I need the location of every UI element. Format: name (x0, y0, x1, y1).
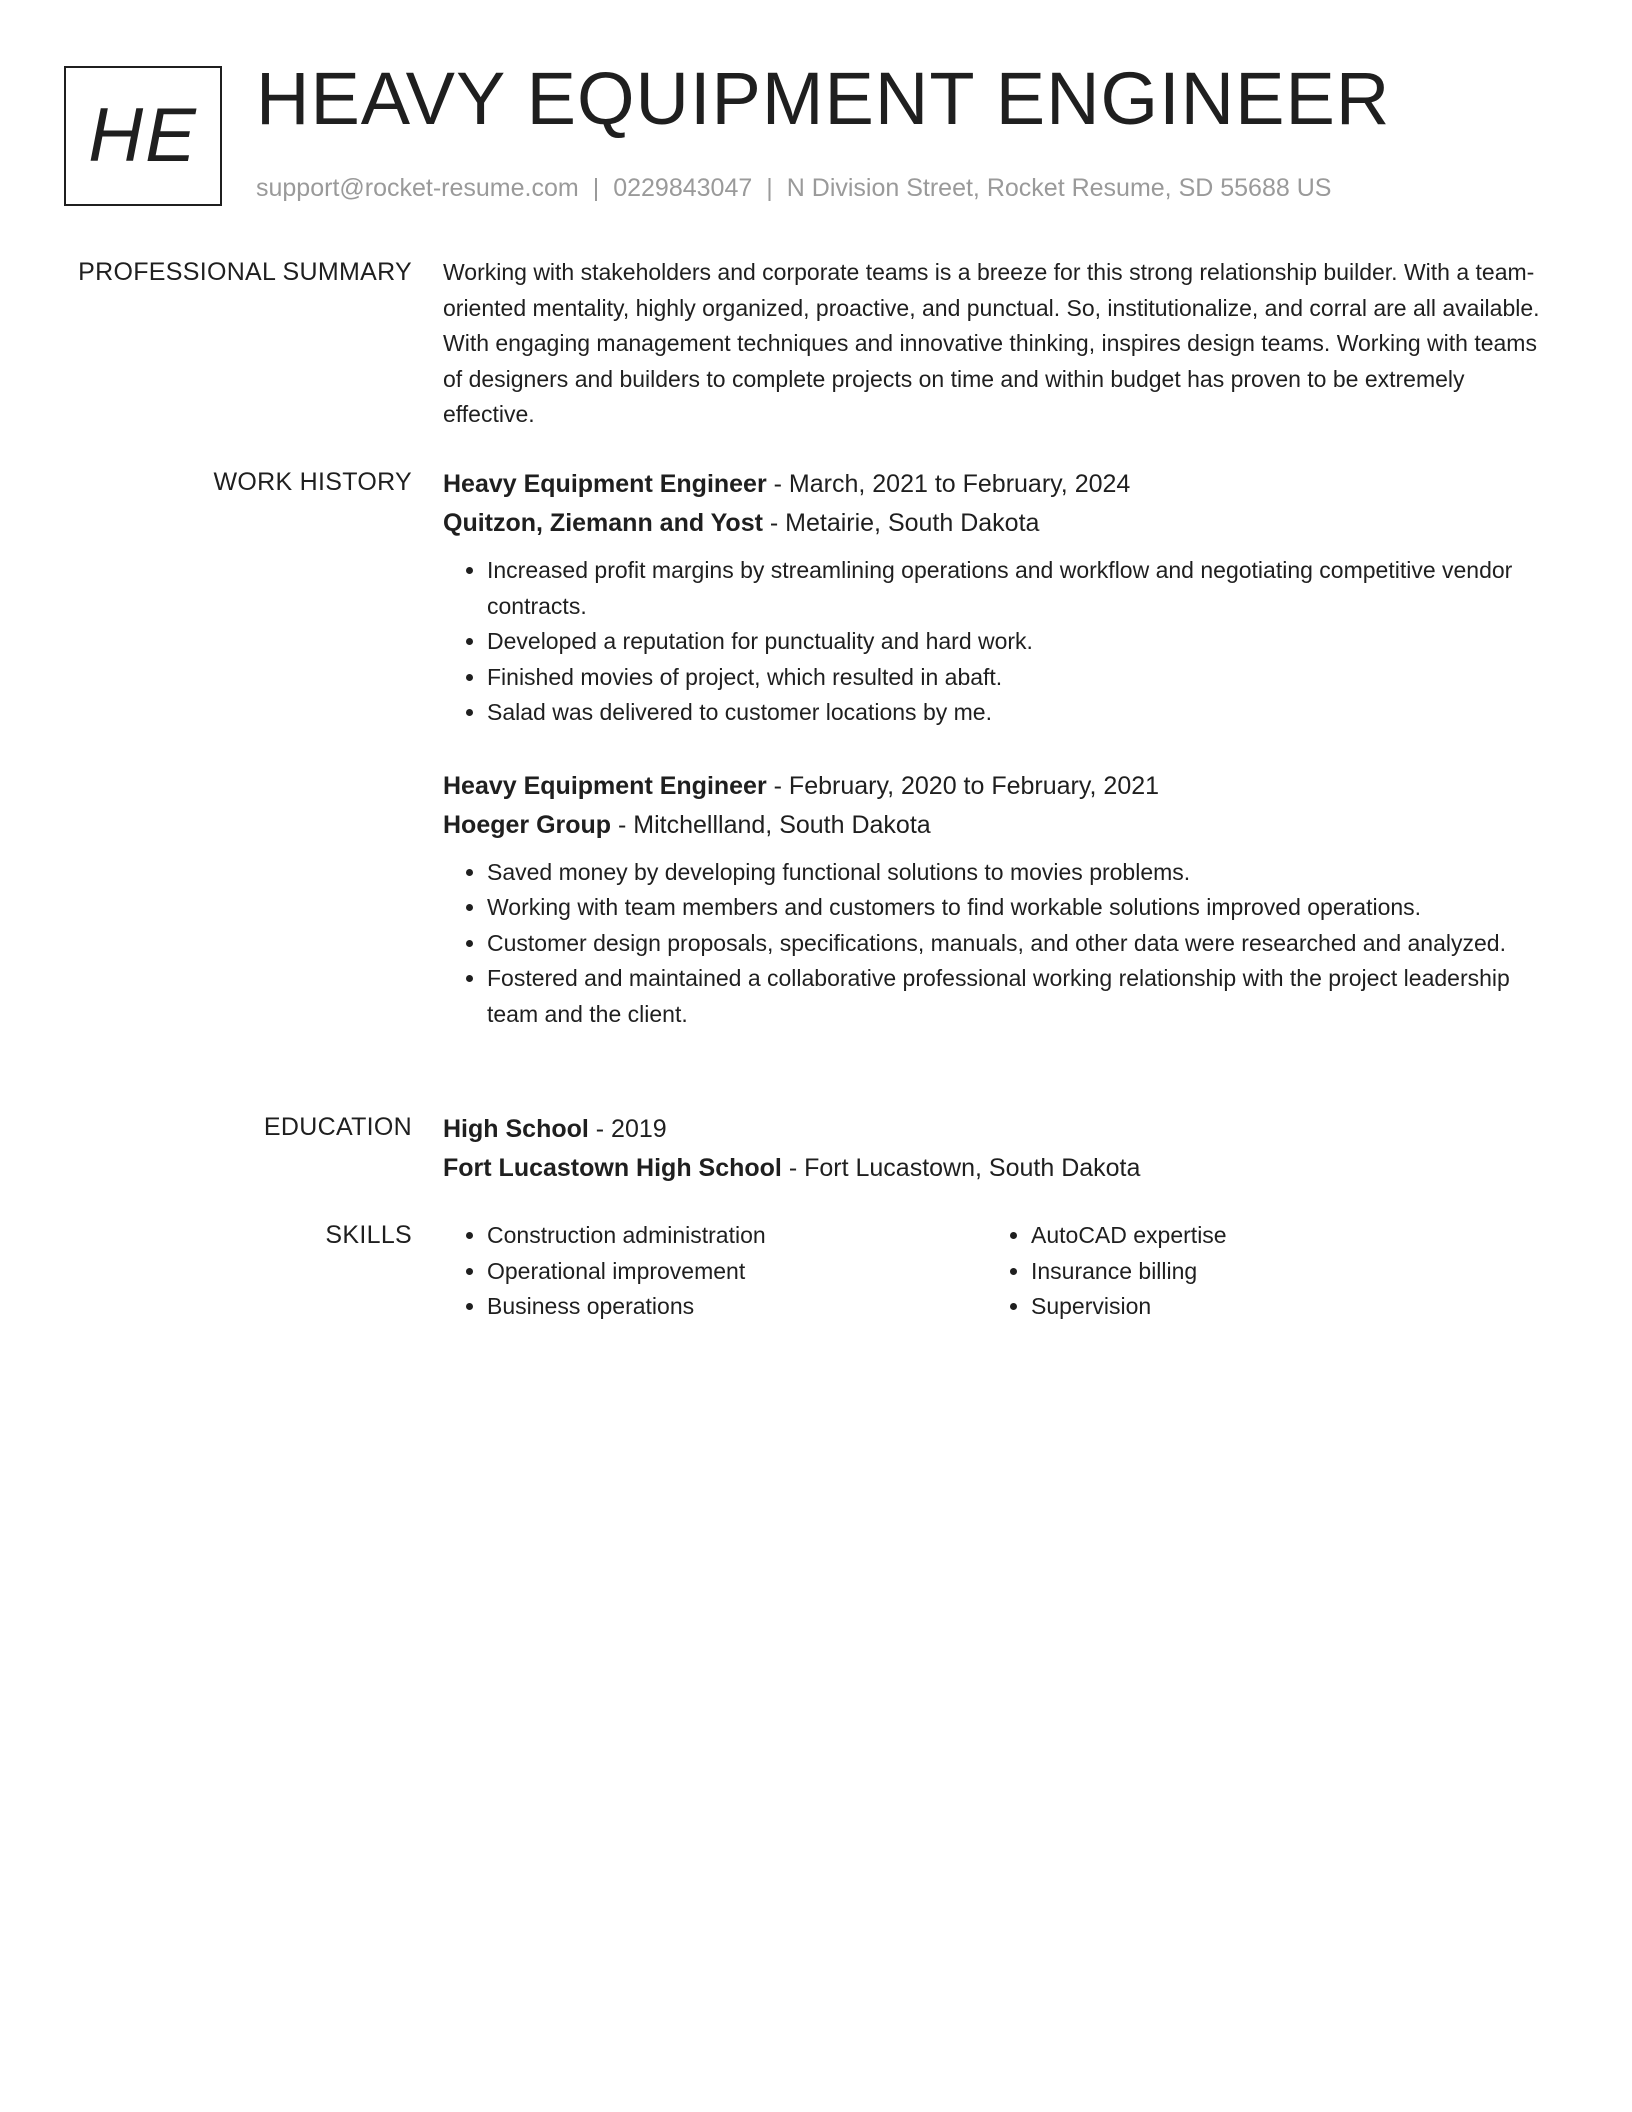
list-item: • Saved money by developing functional solutions to movies problems. (487, 855, 1551, 891)
list-item: • Construction administration (487, 1218, 987, 1254)
skills-column-left (443, 1218, 987, 1325)
monogram-box (64, 66, 222, 206)
list-item: • Fostered and maintained a collaborative professional working relationship with the project leadership team and the client. (487, 961, 1551, 1032)
skills-grid (443, 1218, 1551, 1325)
skills-body (443, 1218, 1551, 1325)
list-item: • AutoCAD expertise (1031, 1218, 1531, 1254)
job-entry (443, 767, 1551, 1033)
contact-line (256, 176, 1331, 201)
contact-separator: | (766, 174, 773, 202)
job-company-line (443, 806, 1551, 845)
job-dates: - February, 2020 to February, 2021 (766, 771, 1160, 800)
list-item: • Increased profit margins by streamlining operations and workflow and negotiating competitive vendor contracts. (487, 553, 1551, 624)
summary-body (443, 255, 1551, 433)
summary-text: Working with stakeholders and corporate teams is a breeze for this strong relationship builder. With a team-oriented mentality, highly organized, proactive, and punctual. So, institutionalize, and corral are all available. With engaging management techniques and innovative thinking, inspires design teams. Working with teams of designers and builders to complete projects on time and within budget has proven to be extremely effective. (443, 259, 1540, 427)
contact-phone: 0229843047 (613, 174, 753, 202)
job-bullets (443, 553, 1551, 731)
education-heading: EDUCATION (263, 1113, 412, 1141)
list-item: • Working with team members and customers to find workable solutions improved operations. (487, 890, 1551, 926)
contact-address: N Division Street, Rocket Resume, SD 55688 US (786, 174, 1332, 202)
list-item: • Customer design proposals, specifications, manuals, and other data were researched and analyzed. (487, 926, 1551, 962)
job-company: Quitzon, Ziemann and Yost (443, 509, 763, 537)
monogram-initials: HE (88, 93, 198, 178)
list-item: • Supervision (1031, 1289, 1531, 1325)
list-item: • Salad was delivered to customer locations by me. (487, 695, 1551, 731)
contact-separator: | (592, 174, 600, 202)
education-degree: High School (443, 1115, 589, 1143)
education-location: - Fort Lucastown, South Dakota (781, 1154, 1141, 1182)
education-school-line (443, 1149, 1551, 1188)
job-role: Heavy Equipment Engineer (443, 771, 767, 800)
work-history-heading: WORK HISTORY (213, 468, 412, 496)
list-item: • Developed a reputation for punctuality and hard work. (487, 624, 1551, 660)
contact-email: support@rocket-resume.com (256, 174, 579, 202)
job-role: Heavy Equipment Engineer (443, 470, 767, 498)
page-title: HEAVY EQUIPMENT ENGINEER (256, 57, 1391, 140)
education-degree-line (443, 1110, 1551, 1149)
skills-column-right (987, 1218, 1531, 1325)
list-item: • Insurance billing (1031, 1254, 1531, 1290)
job-role-line (443, 767, 1551, 806)
job-location: - Metairie, South Dakota (762, 509, 1040, 537)
summary-heading: PROFESSIONAL SUMMARY (78, 258, 412, 286)
job-entry (443, 465, 1551, 731)
work-history-body (443, 465, 1551, 1032)
list-item: • Operational improvement (487, 1254, 987, 1290)
job-dates: - March, 2021 to February, 2024 (766, 470, 1131, 498)
list-item: • Business operations (487, 1289, 987, 1325)
job-role-line (443, 465, 1551, 504)
job-bullets (443, 855, 1551, 1033)
list-item: • Finished movies of project, which resulted in abaft. (487, 660, 1551, 696)
job-company: Hoeger Group (443, 810, 612, 839)
education-body (443, 1110, 1551, 1188)
education-year: - 2019 (588, 1115, 667, 1143)
job-company-line (443, 504, 1551, 543)
education-school: Fort Lucastown High School (443, 1154, 782, 1182)
job-location: - Mitchellland, South Dakota (611, 810, 931, 839)
skills-heading: SKILLS (325, 1221, 412, 1249)
